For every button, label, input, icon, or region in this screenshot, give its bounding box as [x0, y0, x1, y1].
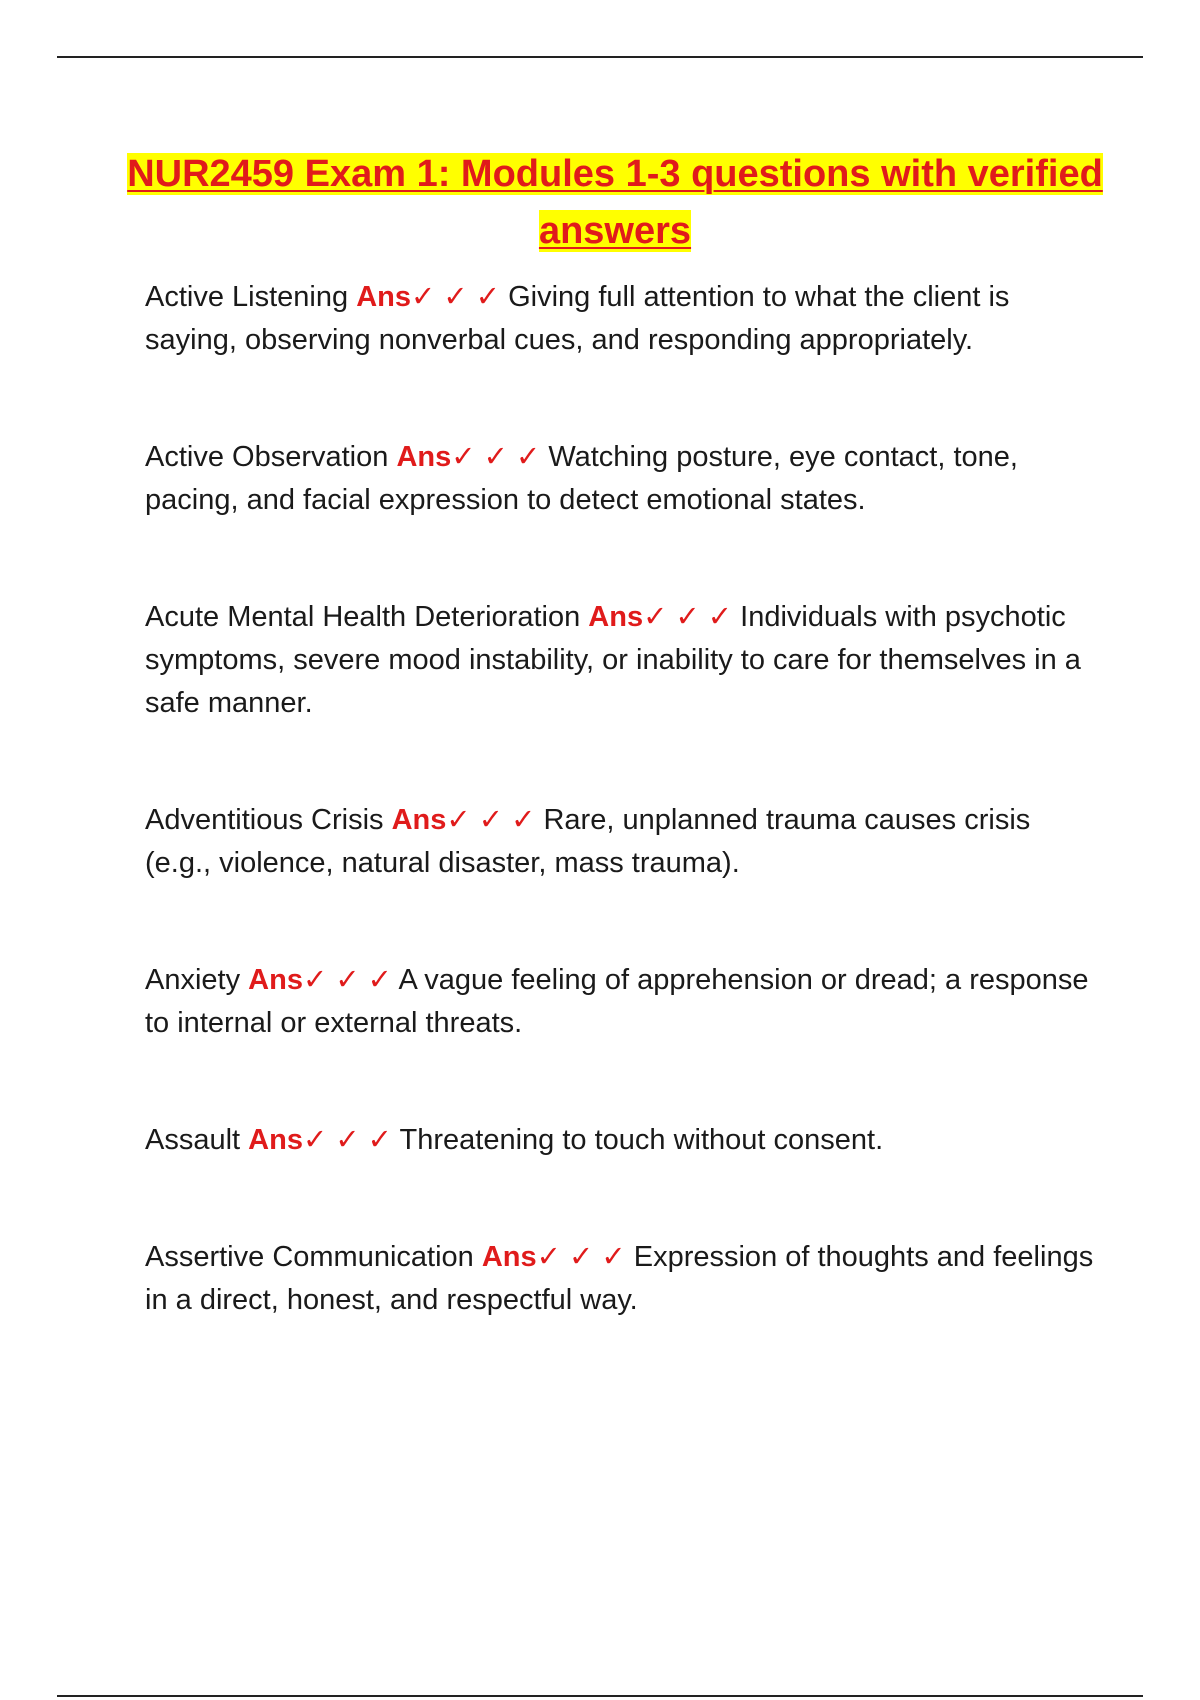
- check-marks-icon: ✓ ✓ ✓: [410, 281, 500, 313]
- entry-term: Adventitious Crisis: [145, 804, 384, 836]
- answer-label: Ans: [588, 601, 644, 633]
- answer-label: Ans: [356, 281, 411, 313]
- check-marks-icon: ✓ ✓ ✓: [643, 601, 733, 633]
- entry-answer: Rare, unplanned trauma causes crisis (e.g., violence, natural disaster, mass trauma).: [145, 804, 1031, 879]
- entry-answer: Giving full attention to what the client is saying, observing nonverbal cues, and responding appropriately.: [145, 281, 1010, 356]
- check-marks-icon: ✓ ✓ ✓: [446, 804, 536, 836]
- entry-term: Active Observation: [145, 441, 389, 473]
- qa-entry: [145, 959, 1095, 1045]
- answer-label: Ans: [248, 964, 303, 996]
- answer-label: Ans: [391, 804, 447, 836]
- check-marks-icon: ✓ ✓ ✓: [536, 1241, 626, 1273]
- document-title-text: NUR2459 Exam 1: Modules 1-3 questions with verified answers: [127, 153, 1103, 252]
- entry-term: Assertive Communication: [145, 1241, 474, 1273]
- check-marks-icon: ✓ ✓ ✓: [302, 1124, 392, 1156]
- qa-list: [145, 276, 1095, 1322]
- qa-entry: [145, 436, 1095, 522]
- answer-label: Ans: [248, 1124, 303, 1156]
- entry-term: Active Listening: [145, 281, 349, 313]
- entry-answer: Expression of thoughts and feelings in a direct, honest, and respectful way.: [145, 1241, 1094, 1316]
- answer-label: Ans: [396, 441, 452, 473]
- bottom-divider: [57, 1695, 1143, 1697]
- entry-answer: Individuals with psychotic symptoms, severe mood instability, or inability to care for themselves in a safe manner.: [145, 601, 1081, 719]
- entry-answer: Watching posture, eye contact, tone, pacing, and facial expression to detect emotional states.: [145, 441, 1018, 516]
- qa-entry: [145, 276, 1095, 362]
- entry-answer: A vague feeling of apprehension or dread; a response to internal or external threats.: [145, 964, 1089, 1039]
- qa-entry: [145, 799, 1095, 885]
- top-divider: [57, 56, 1143, 58]
- qa-entry: [145, 596, 1095, 725]
- answer-label: Ans: [481, 1241, 537, 1273]
- entry-term: Acute Mental Health Deterioration: [145, 601, 581, 633]
- check-marks-icon: ✓ ✓ ✓: [302, 964, 392, 996]
- entry-term: Anxiety: [145, 964, 241, 996]
- document-title: [110, 146, 1120, 260]
- qa-entry: [145, 1236, 1095, 1322]
- entry-answer: Threatening to touch without consent.: [399, 1124, 884, 1156]
- entry-term: Assault: [145, 1124, 241, 1156]
- qa-entry: [145, 1119, 1095, 1162]
- check-marks-icon: ✓ ✓ ✓: [451, 441, 541, 473]
